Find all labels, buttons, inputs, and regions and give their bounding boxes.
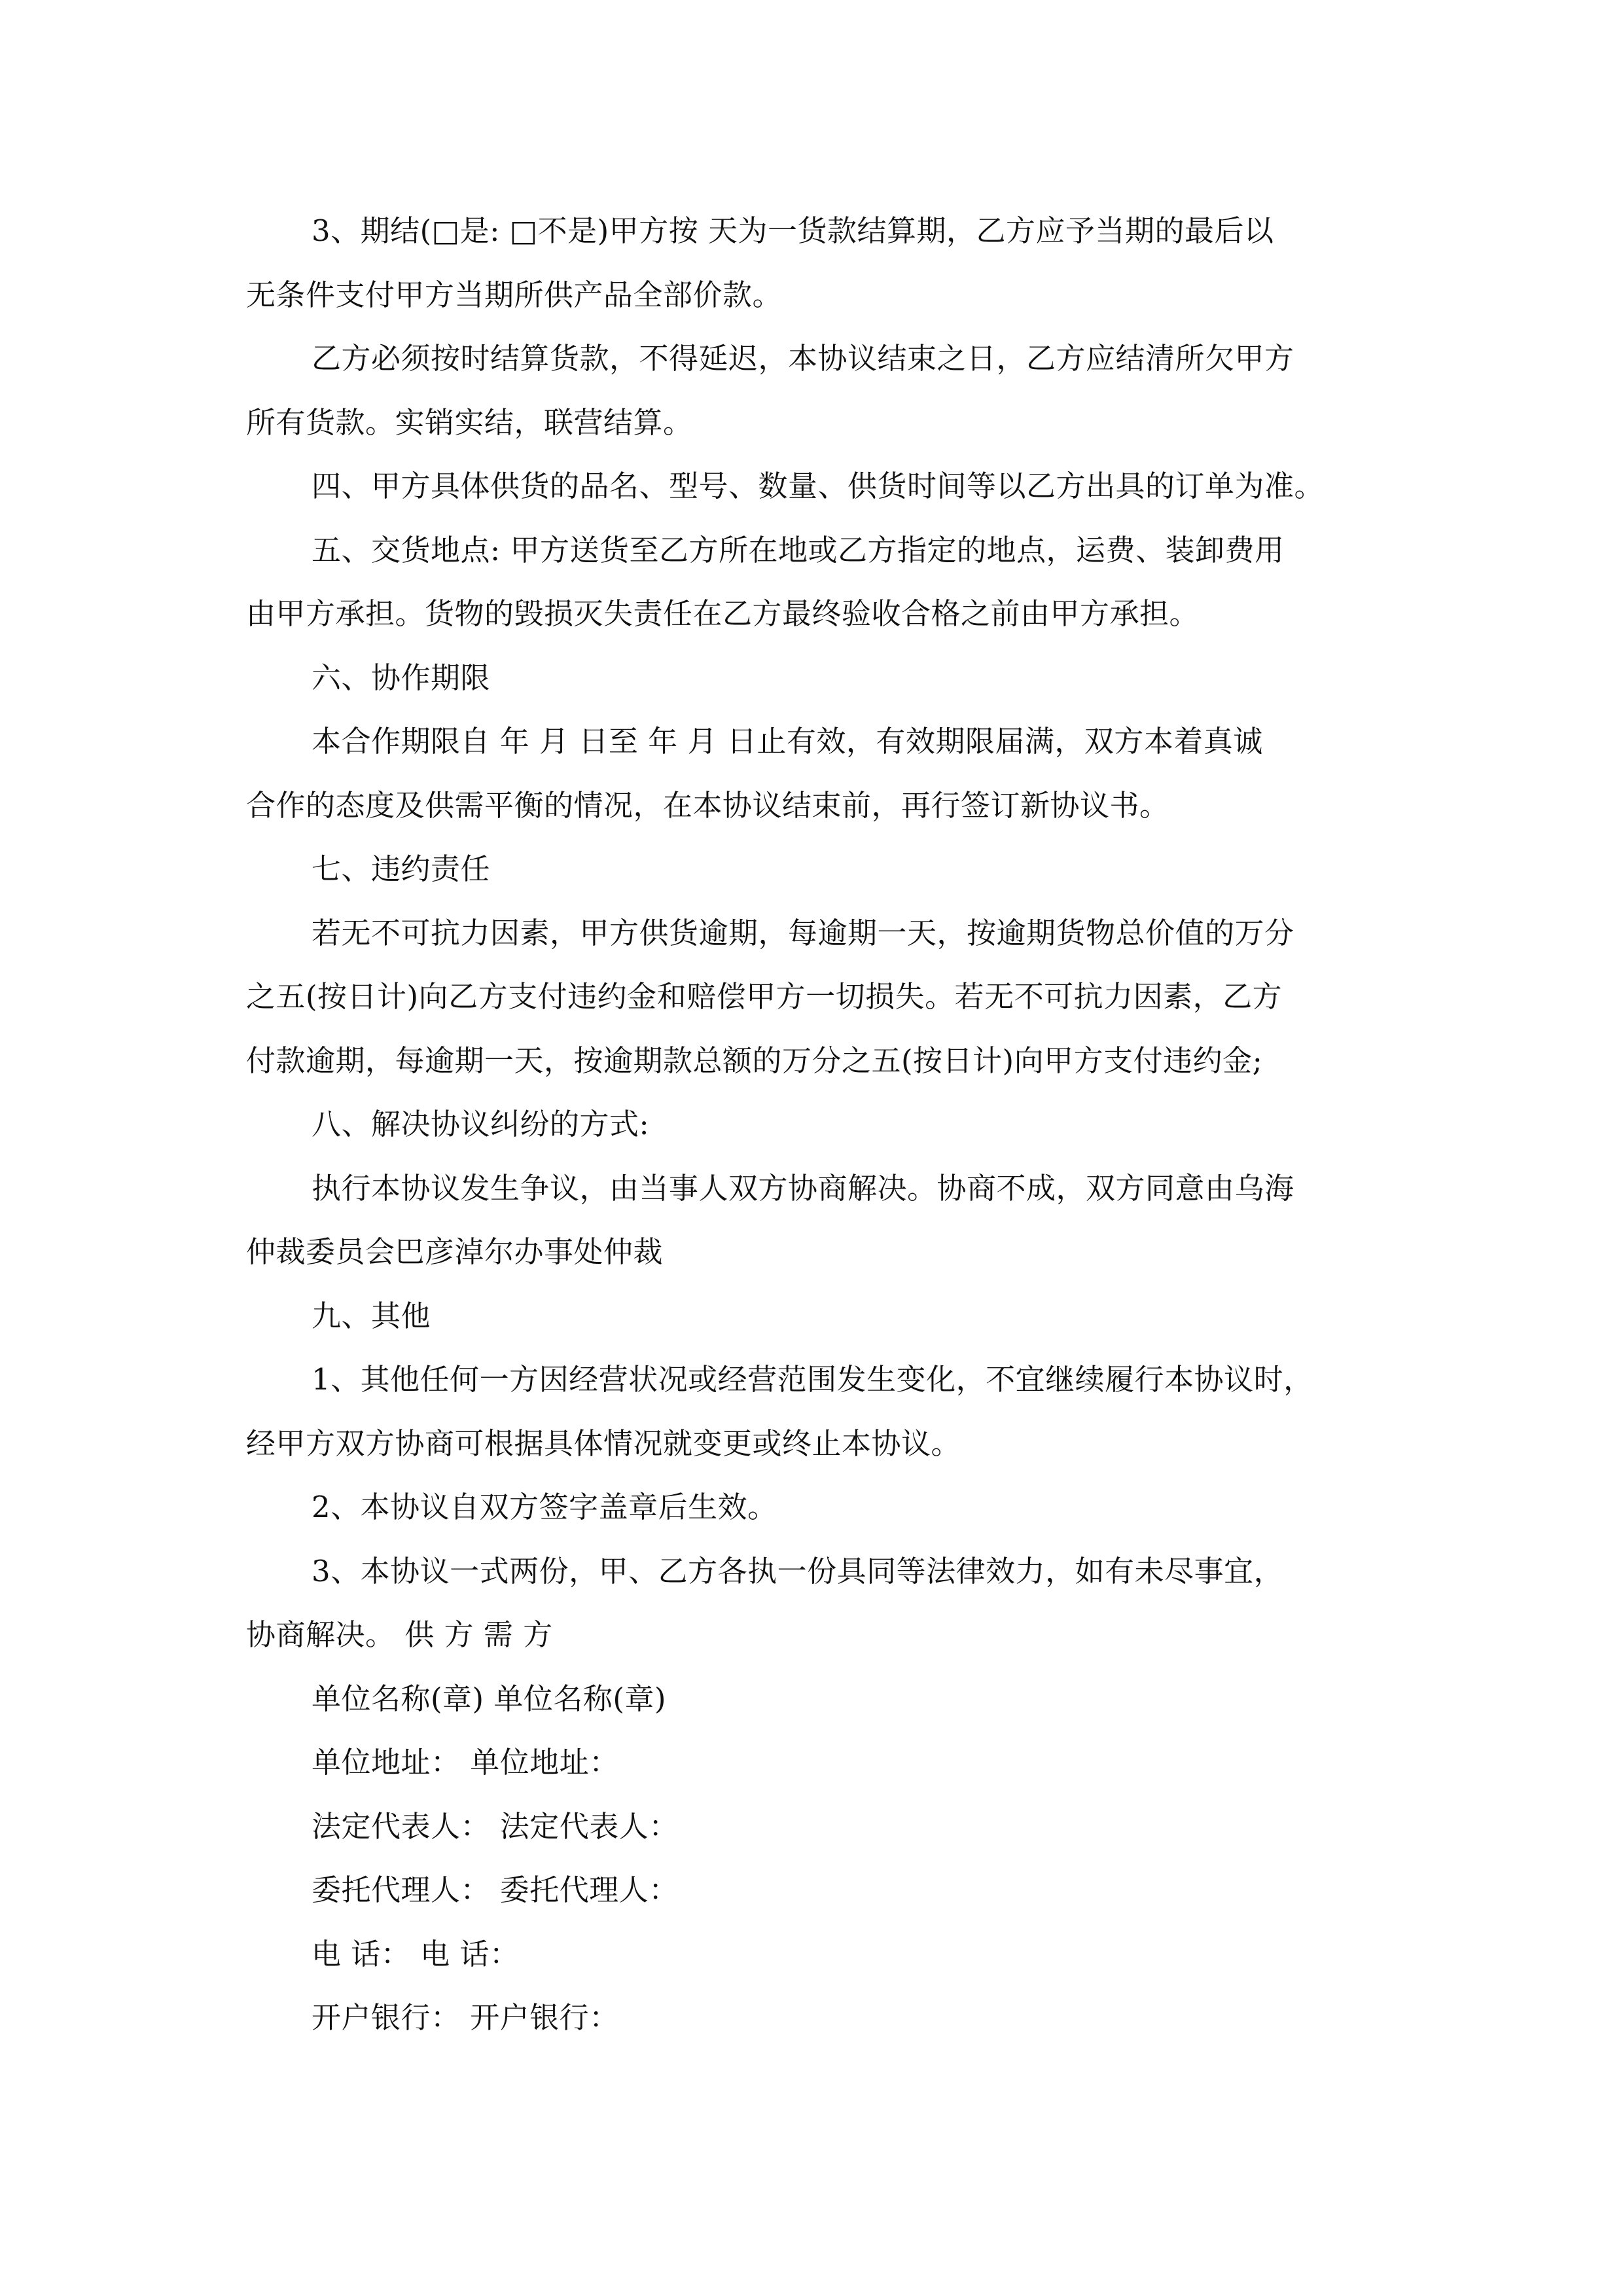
document-line: 仲裁委员会巴彦淖尔办事处仲裁 — [246, 1234, 664, 1269]
document-line: 3、期结(□是: □不是)甲方按 天为一货款结算期，乙方应予当期的最后以 — [312, 213, 1274, 248]
document-line: 四、甲方具体供货的品名、型号、数量、供货时间等以乙方出具的订单为准。 — [312, 469, 1325, 503]
document-line: 所有货款。实销实结，联营结算。 — [246, 404, 693, 440]
document-line: 2、本协议自双方签字盖章后生效。 — [312, 1490, 777, 1524]
document-line: 3、本协议一式两份，甲、乙方各执一份具同等法律效力，如有未尽事宜， — [312, 1553, 1284, 1588]
document-line: 开户银行： 开户银行： — [312, 2000, 619, 2035]
document-line: 五、交货地点: 甲方送货至乙方所在地或乙方指定的地点，运费、装卸费用 — [312, 532, 1285, 567]
document-line: 电 话： 电 话： — [312, 1936, 520, 1971]
document-line: 单位地址： 单位地址： — [312, 1745, 619, 1780]
document-line: 经甲方双方协商可根据具体情况就变更或终止本协议。 — [246, 1426, 961, 1461]
document-line: 八、解决协议纠纷的方式: — [312, 1107, 650, 1141]
document-line: 执行本协议发生争议，由当事人双方协商解决。协商不成，双方同意由乌海 — [312, 1170, 1294, 1206]
document-line: 由甲方承担。货物的毁损灭失责任在乙方最终验收合格之前由甲方承担。 — [246, 596, 1200, 631]
document-line: 若无不可抗力因素，甲方供货逾期，每逾期一天，按逾期货物总价值的万分 — [312, 915, 1294, 950]
document-line: 委托代理人： 委托代理人： — [312, 1873, 679, 1907]
document-line: 之五(按日计)向乙方支付违约金和赔偿甲方一切损失。若无不可抗力因素，乙方 — [246, 979, 1283, 1014]
document-line: 七、违约责任 — [312, 852, 491, 886]
document-line: 乙方必须按时结算货款，不得延迟，本协议结束之日，乙方应结清所欠甲方 — [312, 341, 1294, 376]
document-line: 本合作期限自 年 月 日至 年 月 日止有效，有效期限届满，双方本着真诚 — [312, 724, 1263, 759]
document-line: 九、其他 — [312, 1298, 431, 1333]
document-line: 无条件支付甲方当期所供产品全部价款。 — [246, 277, 783, 312]
document-line: 付款逾期，每逾期一天，按逾期款总额的万分之五(按日计)向甲方支付违约金; — [246, 1043, 1263, 1078]
document-line: 六、协作期限 — [312, 660, 491, 695]
document-body — [246, 199, 1398, 2050]
document-line: 合作的态度及供需平衡的情况，在本协议结束前，再行签订新协议书。 — [246, 787, 1169, 823]
document-line: 法定代表人： 法定代表人： — [312, 1808, 679, 1844]
document-line: 协商解决。 供 方 需 方 — [246, 1617, 553, 1652]
document-line: 单位名称(章) 单位名称(章) — [312, 1681, 667, 1716]
document-line: 1、其他任何一方因经营状况或经营范围发生变化，不宜继续履行本协议时， — [312, 1362, 1313, 1397]
